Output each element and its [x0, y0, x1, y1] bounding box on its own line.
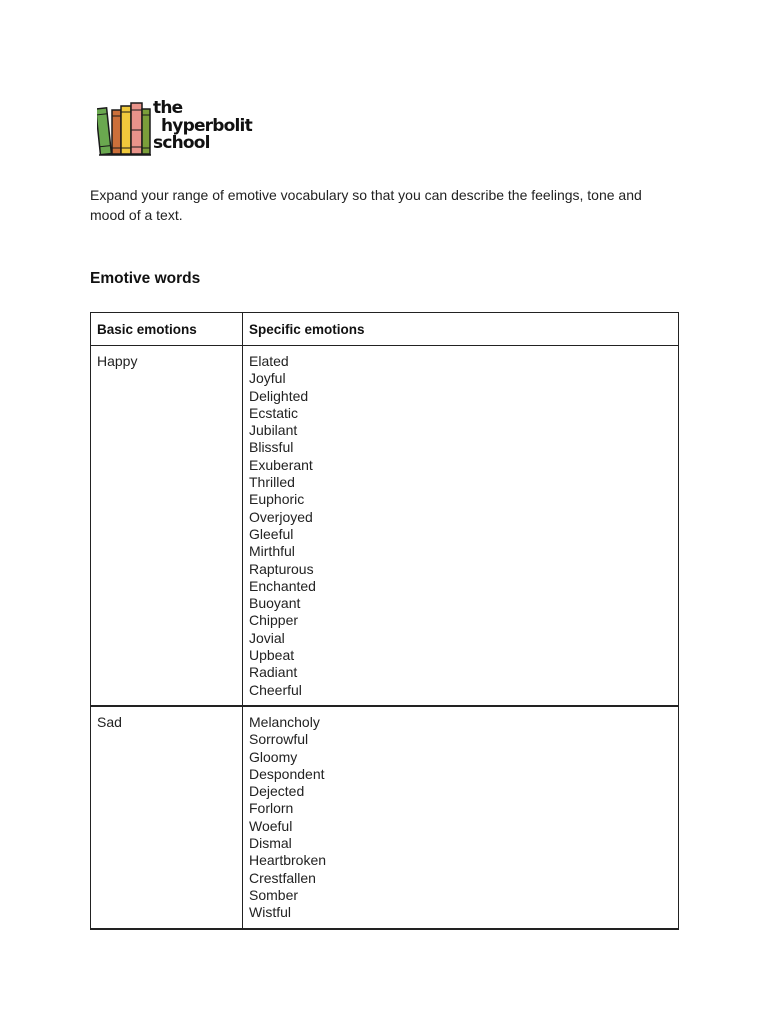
emotive-words-table	[90, 312, 679, 930]
specific-emotions-list	[249, 714, 672, 922]
list-item: Sorrowful	[249, 731, 309, 748]
book-2	[112, 110, 121, 154]
book-4	[131, 103, 142, 154]
list-item: Crestfallen	[249, 869, 316, 886]
list-item: Blissful	[249, 439, 294, 456]
list-item: Dismal	[249, 835, 292, 852]
list-item: Elated	[249, 353, 289, 369]
header-specific-emotions: Specific emotions	[243, 313, 679, 346]
list-item: Dejected	[249, 783, 305, 800]
list-item: Despondent	[249, 765, 325, 782]
list-item: Cheerful	[249, 681, 302, 698]
logo-line-2: hyperbolit	[161, 115, 252, 136]
list-item: Somber	[249, 886, 299, 903]
list-item: Mirthful	[249, 543, 295, 560]
list-item: Exuberant	[249, 456, 313, 473]
header-basic-emotions: Basic emotions	[91, 313, 243, 346]
list-item: Radiant	[249, 664, 298, 681]
list-item: Chipper	[249, 612, 299, 629]
list-item: Wistful	[249, 904, 291, 921]
basic-emotion-cell: Sad	[91, 706, 243, 929]
table-row	[91, 706, 679, 929]
basic-emotion-cell: Happy	[91, 346, 243, 706]
list-item: Enchanted	[249, 577, 316, 594]
specific-emotions-cell	[243, 706, 679, 929]
books-icon	[97, 100, 153, 158]
list-item: Upbeat	[249, 647, 295, 664]
book-5	[142, 109, 150, 154]
section-heading: Emotive words	[90, 270, 201, 287]
list-item: Rapturous	[249, 560, 314, 577]
logo-line-1: the	[153, 98, 183, 118]
list-item: Woeful	[249, 817, 293, 834]
specific-emotions-list	[249, 353, 672, 699]
list-item: Buoyant	[249, 595, 301, 612]
list-item: Overjoyed	[249, 508, 313, 525]
intro-paragraph: Expand your range of emotive vocabulary so that you can describe the feelings, tone and mood of a text.	[90, 187, 642, 223]
list-item: Ecstatic	[249, 404, 299, 421]
list-item: Forlorn	[249, 800, 294, 817]
list-item: Heartbroken	[249, 852, 327, 869]
list-item: Thrilled	[249, 474, 295, 491]
book-3	[121, 106, 131, 154]
hyperbolit-school-logo	[97, 100, 257, 158]
logo-wordmark	[153, 100, 252, 153]
list-item: Gloomy	[249, 748, 298, 765]
list-item: Jubilant	[249, 422, 298, 439]
table-body	[91, 346, 679, 929]
specific-emotions-cell	[243, 346, 679, 706]
list-item: Jovial	[249, 629, 285, 646]
list-item: Euphoric	[249, 491, 305, 508]
table-row	[91, 346, 679, 706]
list-item: Melancholy	[249, 713, 320, 730]
table-header-row	[91, 313, 679, 346]
list-item: Joyful	[249, 370, 286, 387]
list-item: Gleeful	[249, 525, 294, 542]
logo-line-3: school	[153, 133, 210, 153]
list-item: Delighted	[249, 387, 309, 404]
